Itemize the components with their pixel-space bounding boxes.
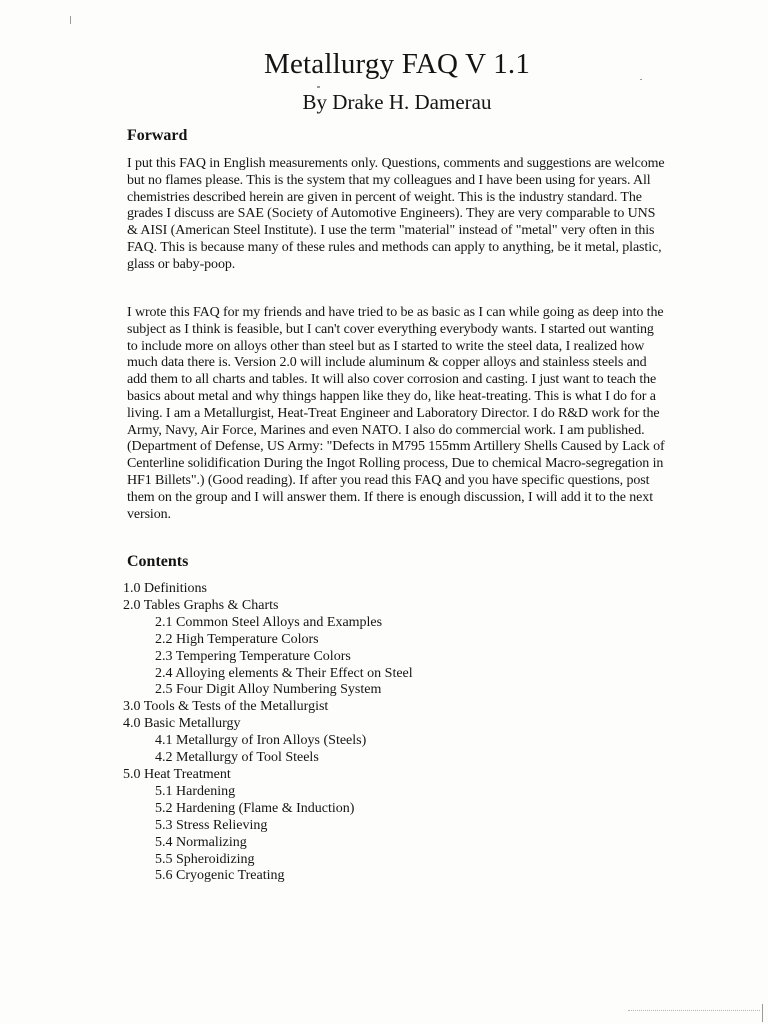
toc-entry: 5.5 Spheroidizing: [155, 851, 255, 867]
toc-entry: 2.1 Common Steel Alloys and Examples: [155, 614, 383, 630]
forward-paragraph-2: I wrote this FAQ for my friends and have tried to be as basic as I can while going as deep into the subject as I think is feasible, but I can't cover everything everybody wants. I started out wanting to include more on alloys other than steel but as I started to write the steel data, I realized how much data there is. Version 2.0 will include aluminum & copper alloys and stainless steels and add them to all charts and tables. It will also cover corrosion and casting. I just want to teach the basics about metal and why things happen like they do, like heat-treating. This is what I do for a living. I am a Metallurgist, Heat-Treat Engineer and Laboratory Director. I do R&D work for the Army, Navy, Air Force, Marines and even NATO. I also do commercial work. I am published. (Department of Defense, US Army: "Defects in M795 155mm Artillery Shells Caused by Lack of Centerline solidification During the Ingot Rolling process, Due to chemical Macro-segregation in HF1 Billets".) (Good reading). If after you read this FAQ and you have specific questions, post them on the group and I will answer them. If there is enough discussion, I will add it to the next version.: [127, 305, 665, 522]
scan-speck: [762, 1004, 763, 1022]
toc-entry: 4.0 Basic Metallurgy: [123, 716, 241, 732]
toc-entry: 2.4 Alloying elements & Their Effect on Steel: [155, 665, 413, 681]
toc-entry: 5.1 Hardening: [155, 783, 236, 799]
toc-entry: 2.3 Tempering Temperature Colors: [155, 648, 351, 664]
author-byline: By Drake H. Damerau: [302, 90, 492, 114]
toc-entry: 2.0 Tables Graphs & Charts: [123, 597, 279, 613]
toc-entry: 5.2 Hardening (Flame & Induction): [155, 800, 355, 816]
contents-heading: Contents: [127, 553, 189, 570]
table-of-contents: [123, 581, 413, 885]
toc-entry: 2.2 High Temperature Colors: [155, 631, 319, 647]
page-title: Metallurgy FAQ V 1.1: [263, 48, 531, 80]
scan-artifact-line: [628, 1010, 760, 1011]
forward-heading: Forward: [127, 127, 188, 144]
forward-paragraph-1: I put this FAQ in English measurements only. Questions, comments and suggestions are welcome but no flames please. This is the system that my colleagues and I have been using for years. All chemistries described herein are given in percent of weight. This is the industry standard. The grades I discuss are SAE (Society of Automotive Engineers). They are very comparable to UNS & AISI (American Steel Institute). I use the term "material" instead of "metal" very often in this FAQ. This is because many of these rules and methods can apply to anything, be it metal, plastic, glass or baby-poop.: [127, 156, 665, 272]
toc-entry: 2.5 Four Digit Alloy Numbering System: [155, 682, 382, 698]
toc-entry: 4.1 Metallurgy of Iron Alloys (Steels): [155, 733, 367, 749]
toc-entry: 5.4 Normalizing: [155, 834, 247, 850]
toc-entry: 4.2 Metallurgy of Tool Steels: [155, 750, 319, 766]
toc-entry: 1.0 Definitions: [123, 581, 207, 596]
toc-entry: 5.0 Heat Treatment: [123, 766, 231, 782]
toc-entry: 5.6 Cryogenic Treating: [155, 868, 285, 884]
scan-speck: [70, 16, 71, 24]
toc-entry: 3.0 Tools & Tests of the Metallurgist: [123, 699, 329, 715]
toc-entry: 5.3 Stress Relieving: [155, 817, 268, 833]
